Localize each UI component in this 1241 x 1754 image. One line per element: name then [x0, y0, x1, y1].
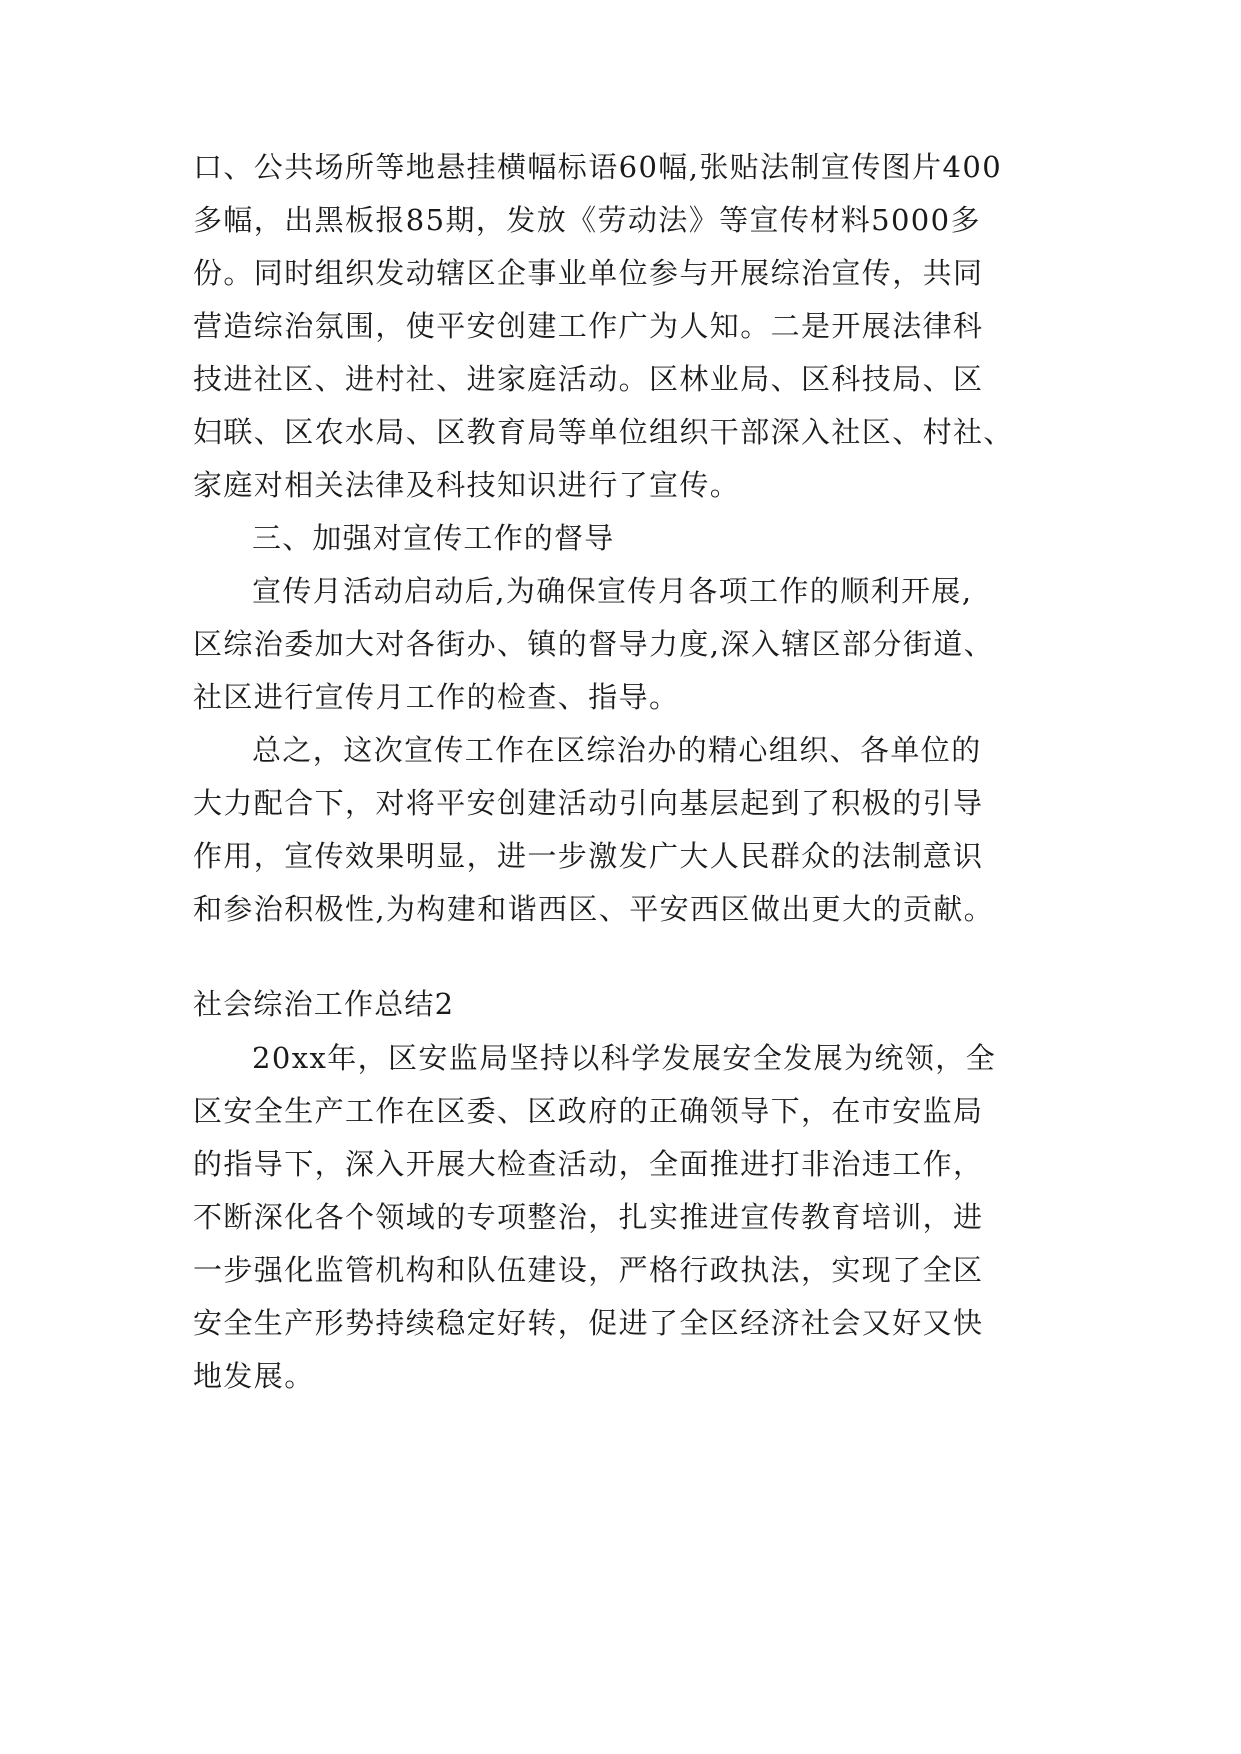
paragraph-line: 技进社区、进村社、进家庭活动。区林业局、区科技局、区 — [193, 362, 984, 396]
paragraph-line: 大力配合下，对将平安创建活动引向基层起到了积极的引导 — [193, 786, 984, 820]
paragraph-line: 和参治积极性,为构建和谐西区、平安西区做出更大的贡献。 — [193, 892, 995, 926]
paragraph-line: 宣传月活动启动后,为确保宣传月各项工作的顺利开展, — [252, 574, 973, 608]
paragraph-line: 区安全生产工作在区委、区政府的正确领导下，在市安监局 — [193, 1094, 984, 1128]
paragraph-line: 区综治委加大对各街办、镇的督导力度,深入辖区部分街道、 — [193, 627, 995, 661]
paragraph-line: 总之，这次宣传工作在区综治办的精心组织、各单位的 — [252, 733, 982, 767]
paragraph-line: 的指导下，深入开展大检查活动，全面推进打非治违工作， — [193, 1147, 984, 1181]
paragraph-line: 多幅，出黑板报85期，发放《劳动法》等宣传材料5000多 — [193, 203, 981, 237]
paragraph-line: 一步强化监管机构和队伍建设，严格行政执法，实现了全区 — [193, 1253, 984, 1287]
document-title: 社会综治工作总结2 — [193, 987, 455, 1021]
paragraph-line: 社区进行宣传月工作的检查、指导。 — [193, 680, 680, 714]
paragraph-line: 安全生产形势持续稳定好转，促进了全区经济社会又好又快 — [193, 1306, 984, 1340]
section-heading: 三、加强对宣传工作的督导 — [252, 521, 615, 555]
paragraph-line: 家庭对相关法律及科技知识进行了宣传。 — [193, 468, 741, 502]
paragraph-line: 口、公共场所等地悬挂横幅标语60幅,张贴法制宣传图片400 — [193, 150, 1003, 184]
paragraph-line: 地发展。 — [193, 1359, 315, 1393]
paragraph-line: 份。同时组织发动辖区企事业单位参与开展综治宣传，共同 — [193, 256, 984, 290]
paragraph-line: 作用，宣传效果明显，进一步激发广大人民群众的法制意识 — [193, 839, 984, 873]
paragraph-line: 不断深化各个领域的专项整治，扎实推进宣传教育培训，进 — [193, 1200, 984, 1234]
paragraph-line: 营造综治氛围，使平安创建工作广为人知。二是开展法律科 — [193, 309, 984, 343]
paragraph-line: 20xx年，区安监局坚持以科学发展安全发展为统领，全 — [252, 1041, 997, 1075]
paragraph-line: 妇联、区农水局、区教育局等单位组织干部深入社区、村社、 — [193, 415, 1014, 449]
